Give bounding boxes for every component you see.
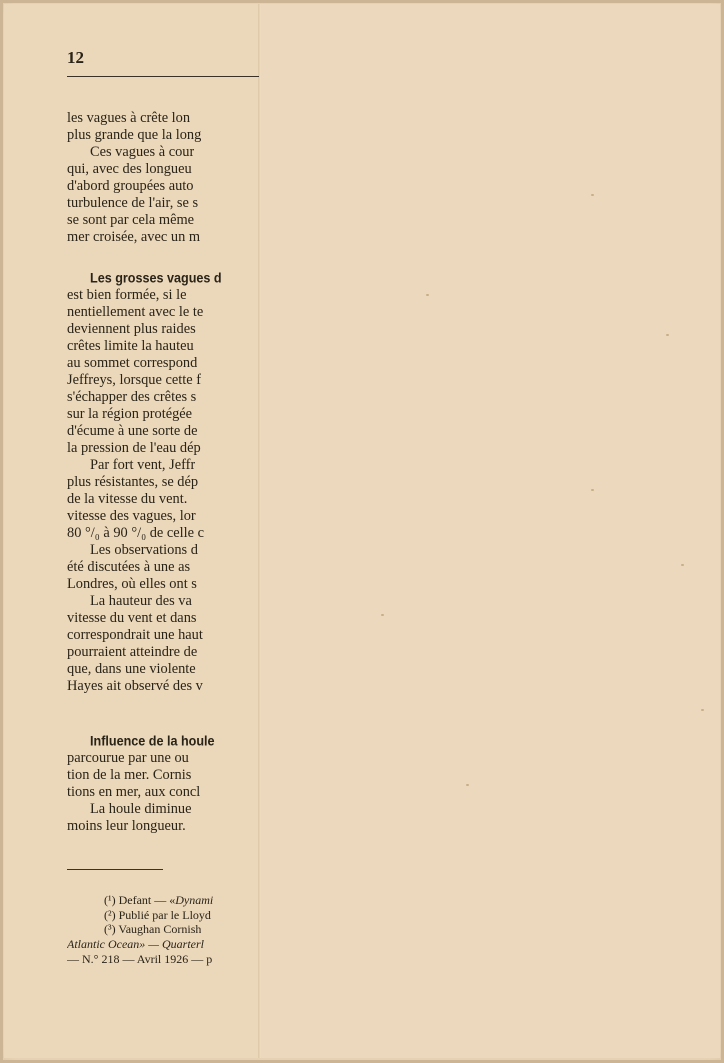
blank-right-sheet	[261, 4, 720, 1058]
text-line: été discutées à une as	[67, 559, 191, 575]
section-heading	[90, 733, 215, 750]
text-line: Hayes ait observé des v	[67, 678, 203, 694]
paper-speck	[681, 564, 684, 566]
footnote-rule	[67, 869, 163, 870]
paper-speck	[466, 784, 469, 786]
footnote-mark: (³)	[104, 922, 119, 936]
text-line: les vagues à crête lon	[67, 110, 191, 126]
paper-speck	[426, 294, 429, 296]
text-line: Par fort vent, Jeffr	[90, 457, 196, 473]
text-line: deviennent plus raides	[67, 321, 196, 337]
text-line: moins leur longueur.	[67, 818, 186, 834]
paper-speck	[381, 614, 384, 616]
text-line: est bien formée, si le	[67, 287, 187, 303]
text-line: d'écume à une sorte de	[67, 423, 198, 439]
text-line: que, dans une violente	[67, 661, 196, 677]
text-line: nentiellement avec le te	[67, 304, 204, 320]
text-line: vitesse des vagues, lor	[67, 508, 196, 524]
text-line: Les observations d	[90, 542, 198, 558]
footnote-mark: (¹)	[104, 893, 119, 907]
paper-speck	[591, 489, 594, 491]
footnote-text: Publié par le Lloyd	[118, 908, 211, 922]
text-line: Ces vagues à cour	[90, 144, 195, 160]
text-line: crêtes limite la hauteu	[67, 338, 194, 354]
footnote-line	[104, 922, 201, 937]
paper-speck	[591, 194, 594, 196]
footnote-mark: (²)	[104, 908, 119, 922]
text-line: mer croisée, avec un m	[67, 229, 201, 245]
text-line: correspondrait une haut	[67, 627, 203, 643]
footnote-line	[104, 908, 211, 923]
text-line: plus grande que la long	[67, 127, 202, 143]
text-line: 80 °/₀ à 90 °/₀ de celle c	[67, 525, 205, 541]
footnote-text: Defant — «	[118, 893, 176, 907]
text-line: se sont par cela même	[67, 212, 195, 228]
text-line: la pression de l'eau dép	[67, 440, 201, 456]
text-line: turbulence de l'air, se s	[67, 195, 199, 211]
text-line: sur la région protégée	[67, 406, 193, 422]
heading-text: Influence de la houle	[90, 733, 215, 749]
text-line: La hauteur des va	[90, 593, 192, 609]
text-line: La houle diminue	[90, 801, 192, 817]
text-line: d'abord groupées auto	[67, 178, 194, 194]
header-rule	[67, 76, 259, 77]
footnote-line	[67, 937, 204, 952]
text-line: Londres, où elles ont s	[67, 576, 197, 592]
text-line: s'échapper des crêtes s	[67, 389, 197, 405]
text-line: pourraient atteindre de	[67, 644, 198, 660]
footnote-text: Vaughan Cornish	[118, 922, 202, 936]
footnote-italic: Atlantic Ocean» — Quarterl	[67, 937, 204, 951]
paper-speck	[666, 334, 669, 336]
text-line: au sommet correspond	[67, 355, 198, 371]
footnote-line	[104, 893, 213, 908]
heading-text: Les grosses vagues d	[90, 270, 222, 286]
footnote-italic: Dynami	[175, 893, 214, 907]
text-line: Jeffreys, lorsque cette f	[67, 372, 201, 388]
text-line: tions en mer, aux concl	[67, 784, 201, 800]
text-line: de la vitesse du vent.	[67, 491, 188, 507]
section-heading	[90, 270, 222, 287]
paper-speck	[701, 709, 704, 711]
text-line: vitesse du vent et dans	[67, 610, 197, 626]
text-line: parcourue par une ou	[67, 750, 189, 766]
footnote-line	[67, 952, 212, 967]
text-line: qui, avec des longueu	[67, 161, 192, 177]
text-line: tion de la mer. Cornis	[67, 767, 192, 783]
text-line: plus résistantes, se dép	[67, 474, 199, 490]
footnote-text: — N.° 218 — Avril 1926 — p	[67, 952, 213, 966]
page-number: 12	[67, 48, 84, 67]
